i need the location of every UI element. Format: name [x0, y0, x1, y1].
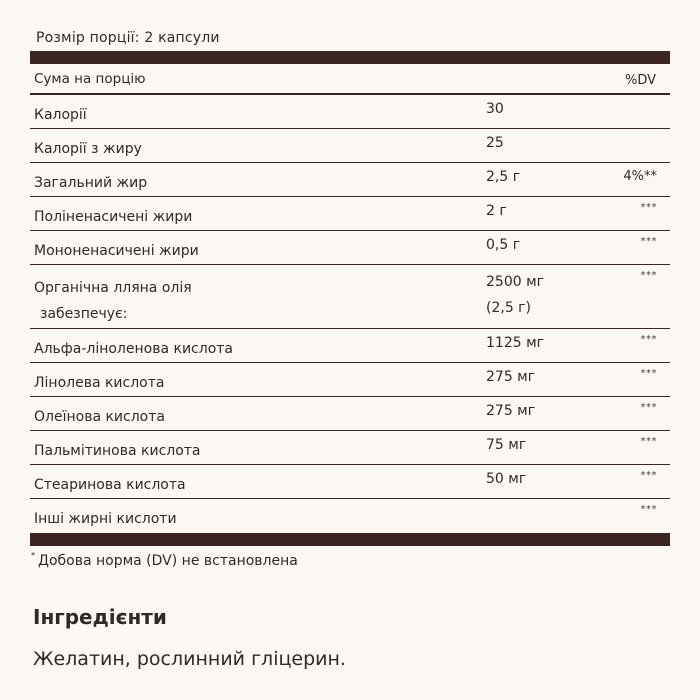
nutrient-amount: 75 мг: [486, 437, 527, 453]
nutrient-name: Поліненасичені жири: [34, 209, 193, 225]
table-top-bar: [30, 51, 670, 64]
nutrient-name: Альфа-ліноленова кислота: [34, 341, 233, 357]
dv-header-label: %DV: [624, 73, 656, 88]
nutrient-amount: 2 г: [486, 203, 507, 219]
nutrient-dv: ***: [640, 236, 657, 247]
nutrient-dv: ***: [640, 334, 657, 345]
nutrient-amount: [486, 269, 544, 321]
table-row: [30, 363, 670, 397]
table-row: [30, 431, 670, 465]
nutrient-amount: 2,5 г: [486, 169, 521, 185]
nutrient-dv: ***: [640, 504, 657, 515]
nutrient-amount: 50 мг: [486, 471, 527, 487]
nutrient-name: Пальмітинова кислота: [34, 443, 201, 459]
nutrient-name: [34, 275, 192, 327]
nutrient-dv: ***: [640, 436, 657, 447]
ingredients-text: Желатин, рослинний гліцерин.: [33, 648, 346, 670]
footnote: [31, 553, 298, 569]
footnote-marker: *: [31, 551, 35, 560]
nutrient-dv: ***: [640, 202, 657, 213]
nutrient-name: Інші жирні кислоти: [34, 511, 177, 527]
table-row: [30, 397, 670, 431]
table-header-row: [30, 64, 670, 95]
nutrient-name: Стеаринова кислота: [34, 477, 186, 493]
nutrient-dv: 4%**: [623, 169, 657, 184]
table-row: [30, 197, 670, 231]
nutrient-amount: 0,5 г: [486, 237, 521, 253]
nutrient-amount: 25: [486, 135, 504, 151]
table-row: [30, 465, 670, 499]
nutrient-amount: 275 мг: [486, 369, 536, 385]
serving-size: Розмір порції: 2 капсули: [36, 30, 220, 46]
footnote-text: Добова норма (DV) не встановлена: [38, 553, 298, 569]
nutrient-dv: ***: [640, 368, 657, 379]
nutrient-name: Загальний жир: [34, 175, 148, 191]
nutrient-name: Калорії з жиру: [34, 141, 142, 157]
nutrient-name: Олеїнова кислота: [34, 409, 165, 425]
table-row: [30, 129, 670, 163]
amount-per-serving-label: Сума на порцію: [34, 71, 146, 87]
nutrient-amount: 1125 мг: [486, 335, 544, 351]
table-row: [30, 231, 670, 265]
supplement-facts-table: [30, 51, 670, 546]
nutrient-amount: 275 мг: [486, 403, 536, 419]
nutrient-amount-line2: (2,5 г): [486, 300, 531, 316]
table-bottom-bar: [30, 533, 670, 546]
table-row: [30, 329, 670, 363]
nutrient-dv: ***: [640, 270, 657, 281]
nutrient-name: Мононенасичені жири: [34, 243, 199, 259]
table-row: [30, 163, 670, 197]
ingredients-title: Інгредієнти: [33, 605, 167, 629]
nutrient-amount-line1: 2500 мг: [486, 274, 544, 290]
nutrient-name: Лінолева кислота: [34, 375, 165, 391]
table-row: [30, 265, 670, 329]
nutrient-amount: 30: [486, 101, 504, 117]
nutrient-name: Калорії: [34, 107, 87, 123]
nutrient-dv: ***: [640, 402, 657, 413]
table-row: [30, 499, 670, 533]
table-row: [30, 95, 670, 129]
nutrient-name-line2: забезпечує:: [40, 306, 128, 322]
nutrient-name-line1: Органічна лляна олія: [34, 280, 192, 296]
nutrient-dv: ***: [640, 470, 657, 481]
